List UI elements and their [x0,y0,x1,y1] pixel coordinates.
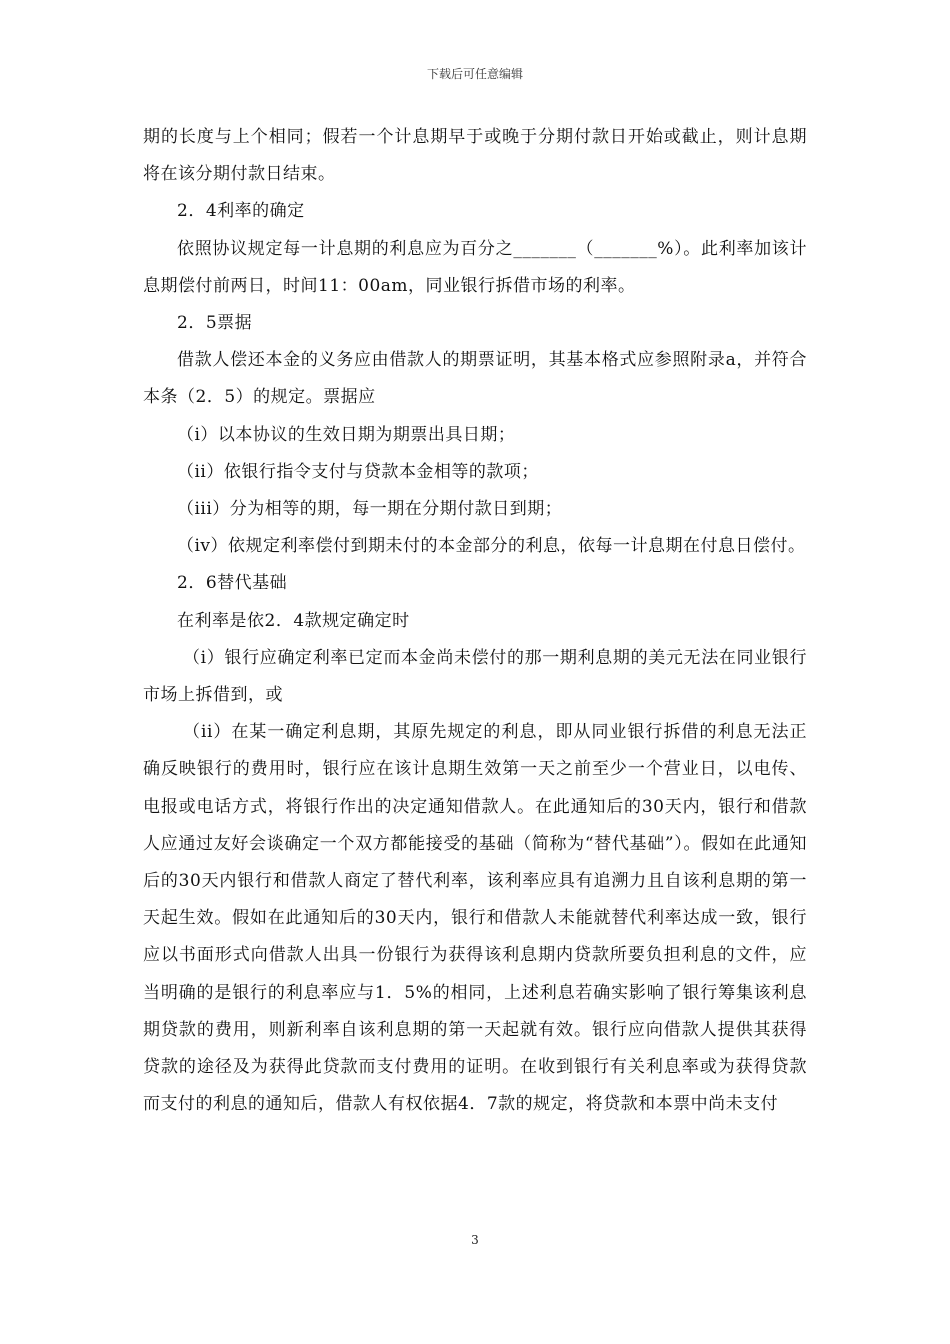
page-header: 下载后可任意编辑 [426,67,523,81]
section-heading-2-5: 2．5票据 [177,313,253,334]
list-item-iii: （iii）分为相等的期，每一期在分期付款日到期； [177,499,563,520]
list-item-substitute-ii: （ii）在某一确定利息期，其原先规定的利息，即从同业银行拆借的利息无法正确反映银行的费用时，银行应在该计息期生效第一天之前至少一个营业日，以电传、电报或电话方式，将银行作出的决定通知借款人。在此通知后的30天内，银行和借款人应通过友好会谈确定一个双方都能接受的基础（简称为“替代基础”）。假如在此通知后的30天内银行和借款人商定了替代利率，该利率应具有追溯力且自该利息期的第一天起生效。假如在此通知后的30天内，银行和借款人未能就替代利率达成一致，银行应以书面形式向借款人出具一份银行为获得该利息期内贷款所要负担利息的文件，应当明确的是银行的利息率应与1．5%的相同，上述利息若确实影响了银行筹集该利息期贷款的费用，则新利率自该利息期的第一天起就有效。银行应向借款人提供其获得贷款的途径及为获得此贷款而支付费用的证明。在收到银行有关利息率或为获得贷款而支付的利息的通知后，借款人有权依据4．7款的规定，将贷款和本票中尚未支付 [143,722,807,1115]
list-item-ii: （ii）依银行指令支付与贷款本金相等的款项； [177,461,539,482]
paragraph-continuation: 期的长度与上个相同；假若一个计息期早于或晚于分期付款日开始或截止，则计息期将在该分期付款日结束。 [143,127,807,185]
paragraph-interest-rate: 依照协议规定每一计息期的利息应为百分之_______（_______%）。此利率加该计息期偿付前两日，时间11：00am，同业银行拆借市场的利率。 [143,238,807,296]
section-heading-2-4: 2．4利率的确定 [177,201,305,222]
document-body [143,119,807,1123]
list-item-iv: （iv）依规定利率偿付到期未付的本金部分的利息，依每一计息期在付息日偿付。 [177,536,806,557]
paragraph-substitute-basis-intro: 在利率是依2．4款规定确定时 [177,610,410,631]
list-item-i: （i）以本协议的生效日期为期票出具日期； [177,424,516,445]
page-number: 3 [471,1233,479,1247]
list-item-substitute-i: （i）银行应确定利率已定而本金尚未偿付的那一期利息期的美元无法在同业银行市场上拆借到，或 [143,647,807,706]
section-heading-2-6: 2．6替代基础 [177,573,288,594]
paragraph-promissory-note: 借款人偿还本金的义务应由借款人的期票证明，其基本格式应参照附录a，并符合本条（2．5）的规定。票据应 [143,350,807,408]
